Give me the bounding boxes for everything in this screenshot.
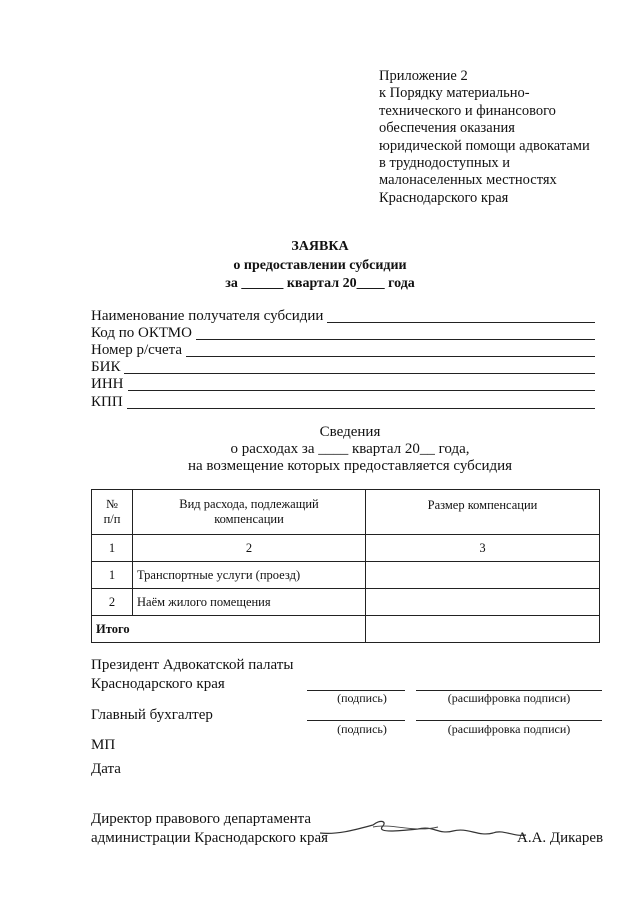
field-kpp[interactable] — [91, 394, 595, 411]
accountant-signature-line[interactable] — [307, 720, 405, 721]
president-title — [91, 656, 293, 694]
row-num: 1 — [92, 562, 133, 589]
field-recipient-name[interactable] — [91, 308, 595, 325]
sign-caption: (подпись) — [337, 691, 387, 705]
handwritten-signature — [318, 815, 530, 845]
row-amount-cell[interactable] — [366, 562, 600, 589]
index-type: 2 — [133, 535, 366, 562]
field-account-number[interactable] — [91, 342, 595, 359]
blank-line[interactable] — [196, 327, 595, 340]
date-label: Дата — [91, 761, 121, 777]
president-line: Краснодарского края — [91, 676, 225, 692]
info-line: о расходах за ____ квартал 20__ года, — [230, 441, 470, 457]
field-label: БИК — [91, 359, 121, 375]
field-inn[interactable] — [91, 376, 595, 393]
blank-line[interactable] — [186, 344, 595, 357]
header-num: № п/п — [92, 490, 133, 535]
director-line: администрации Краснодарского края — [91, 830, 329, 846]
blank-line[interactable] — [128, 378, 596, 391]
decode-caption: (расшифровка подписи) — [447, 722, 571, 736]
appendix-line: в труднодоступных и — [379, 155, 511, 172]
row-type: Транспортные услуги (проезд) — [133, 562, 366, 589]
blank-line[interactable] — [124, 361, 595, 374]
field-label: Код по ОКТМО — [91, 325, 192, 341]
index-num: 1 — [92, 535, 133, 562]
accountant-title: Главный бухгалтер — [91, 707, 213, 723]
appendix-line: Приложение 2 — [379, 68, 468, 84]
total-label: Итого — [92, 616, 366, 643]
appendix-line: Краснодарского края — [379, 189, 509, 206]
table-row — [92, 589, 600, 616]
row-amount-cell[interactable] — [366, 589, 600, 616]
document-subtitle: о предоставлении субсидии — [233, 258, 407, 273]
blank-line[interactable] — [127, 396, 595, 409]
blank-line[interactable] — [327, 310, 595, 323]
table-total-row — [92, 616, 600, 643]
row-num: 2 — [92, 589, 133, 616]
appendix-line: к Порядку материально- — [379, 85, 530, 102]
field-label: Наименование получателя субсидии — [91, 308, 324, 324]
accountant-decode-line[interactable] — [416, 720, 602, 721]
table-index-row — [92, 535, 600, 562]
field-bik[interactable] — [91, 359, 595, 376]
index-amount: 3 — [366, 535, 600, 562]
field-label: КПП — [91, 394, 123, 410]
info-heading: Сведения — [319, 424, 381, 440]
document-title: ЗАЯВКА — [291, 239, 349, 254]
appendix-line: малонаселенных местностях — [379, 172, 557, 189]
president-line: Президент Адвокатской палаты — [91, 657, 294, 673]
appendix-line: технического и финансового — [379, 102, 556, 119]
appendix-note — [379, 68, 619, 207]
total-amount-cell[interactable] — [366, 616, 600, 643]
row-type: Наём жилого помещения — [133, 589, 366, 616]
table-row — [92, 562, 600, 589]
appendix-line: юридической помощи адвокатами — [379, 137, 590, 154]
sign-caption: (подпись) — [337, 722, 387, 736]
document-period: за ______ квартал 20____ года — [225, 276, 415, 291]
field-label: Номер р/счета — [91, 342, 183, 358]
header-type: Вид расхода, подлежащий компенсации — [133, 490, 366, 535]
director-line: Директор правового департамента — [91, 811, 312, 827]
appendix-line: обеспечения оказания — [379, 120, 515, 137]
decode-caption: (расшифровка подписи) — [447, 691, 571, 705]
info-line: на возмещение которых предоставляется субсидия — [187, 458, 513, 474]
header-amount: Размер компенсации — [366, 490, 600, 535]
director-title — [91, 810, 328, 848]
field-oktmo[interactable] — [91, 325, 595, 342]
director-name: А.А. Дикарев — [517, 830, 604, 846]
stamp-place-label: МП — [91, 737, 116, 753]
field-label: ИНН — [91, 376, 124, 392]
table-header-row — [92, 490, 600, 535]
expenses-table — [91, 489, 600, 643]
